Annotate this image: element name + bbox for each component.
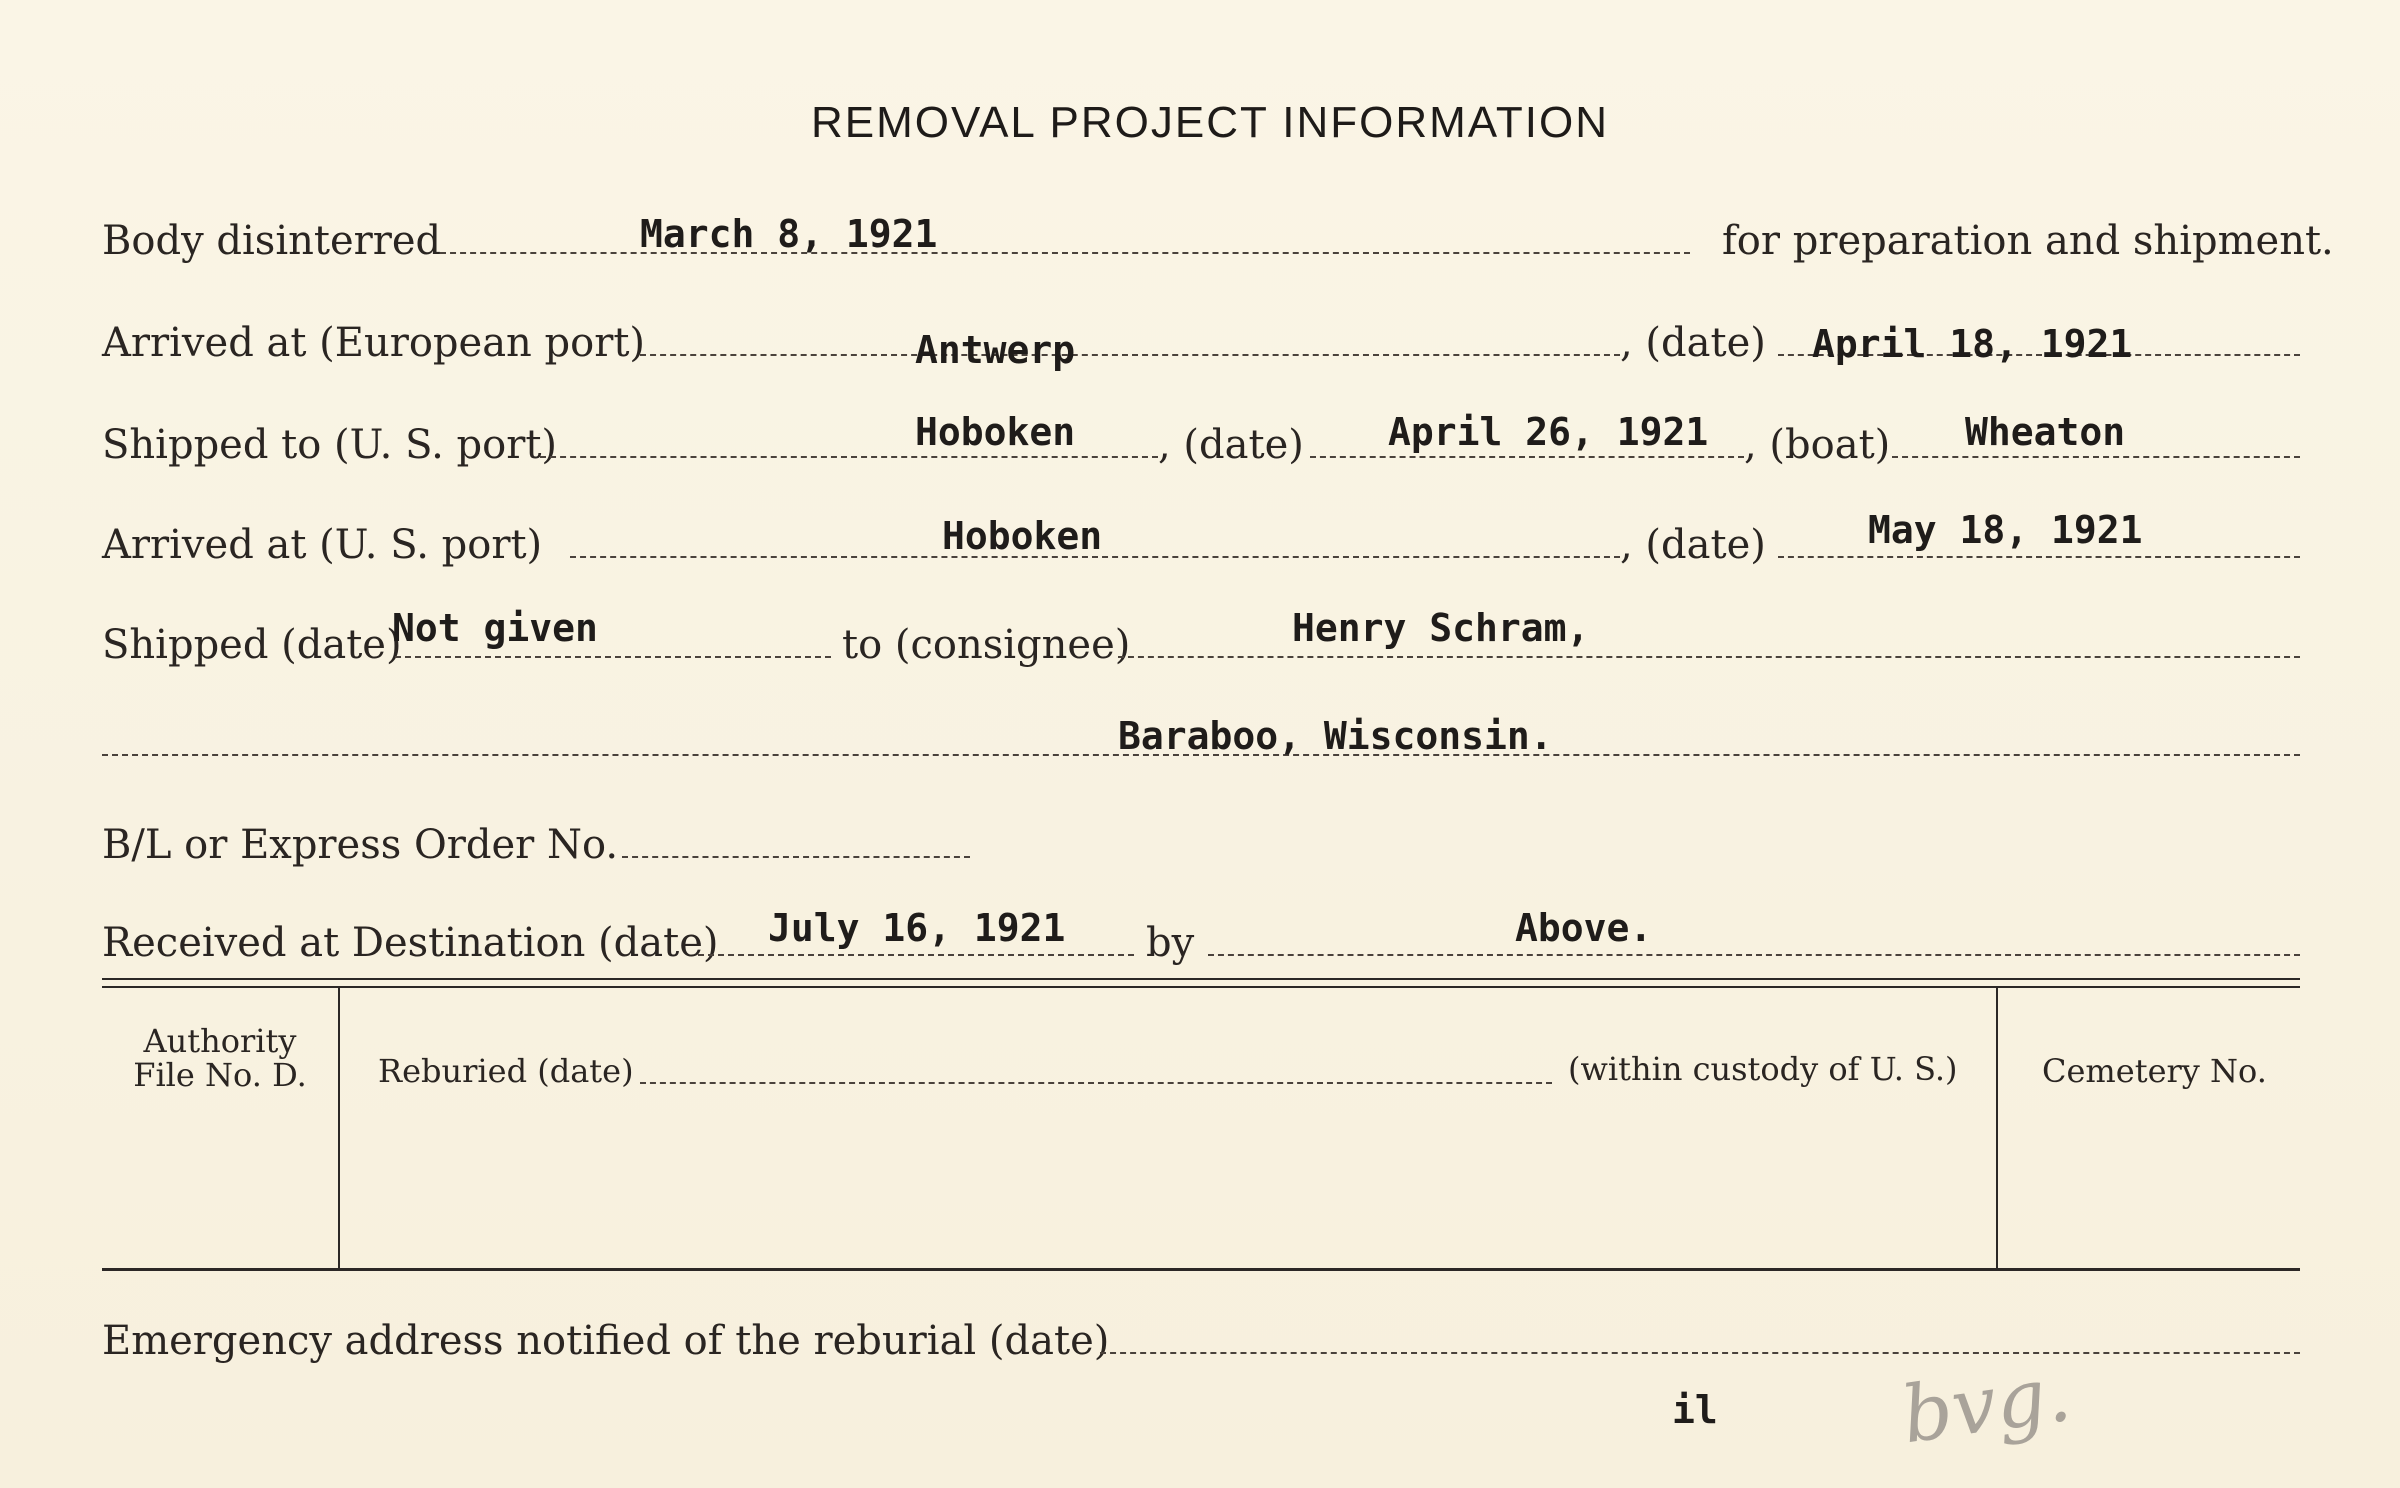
disinterred-value: March 8, 1921	[640, 212, 938, 256]
handwritten-initials: bvg.	[1896, 1348, 2077, 1462]
received-by-line	[1208, 954, 2300, 956]
us-ship-label: Shipped to (U. S. port)	[102, 422, 557, 468]
received-by-value: Above.	[1515, 906, 1653, 950]
consignee-line	[1118, 656, 2300, 658]
us-arrive-date-value: May 18, 1921	[1868, 508, 2143, 552]
disinterred-line	[440, 252, 1690, 254]
reburied-label: Reburied (date)	[378, 1052, 634, 1090]
boat-line	[1892, 456, 2300, 458]
emergency-label: Emergency address notified of the reburial (date)	[102, 1318, 1110, 1364]
received-date-line	[698, 954, 1134, 956]
us-ship-date-line	[1310, 456, 1744, 458]
consignee-label: to (consignee)	[842, 622, 1131, 668]
received-date-value: July 16, 1921	[768, 906, 1066, 950]
us-ship-value: Hoboken	[915, 410, 1076, 454]
custody-label: (within custody of U. S.)	[1568, 1050, 1958, 1088]
shipped-date-line	[395, 656, 831, 658]
us-ship-date-value: April 26, 1921	[1388, 410, 1709, 454]
footer-code: il	[1672, 1388, 1718, 1432]
euro-date-label: , (date)	[1620, 320, 1766, 366]
euro-port-label: Arrived at (European port)	[102, 320, 646, 366]
boat-value: Wheaton	[1965, 410, 2126, 454]
cemetery-label: Cemetery No.	[2042, 1052, 2267, 1090]
disinterred-label: Body disinterred	[102, 218, 442, 264]
us-arrive-date-line	[1778, 556, 2300, 558]
us-arrive-label: Arrived at (U. S. port)	[102, 522, 543, 568]
received-label: Received at Destination (date)	[102, 920, 719, 966]
us-ship-line	[540, 456, 1158, 458]
shipped-date-value: Not given	[392, 606, 598, 650]
table-top-rule-2	[102, 986, 2300, 988]
received-by-label: by	[1146, 920, 1195, 966]
authority-label: Authority	[143, 1022, 297, 1060]
reburied-line	[640, 1082, 1552, 1084]
table-divider-right	[1996, 988, 1998, 1268]
shipped-date-label: Shipped (date)	[102, 622, 402, 668]
consignee-address: Baraboo, Wisconsin.	[1118, 714, 1553, 758]
boat-label: , (boat)	[1744, 422, 1891, 468]
consignee-value: Henry Schram,	[1292, 606, 1590, 650]
form-title: REMOVAL PROJECT INFORMATION	[811, 98, 1609, 147]
bl-line	[622, 856, 970, 858]
us-arrive-date-label: , (date)	[1620, 522, 1766, 568]
euro-port-line	[640, 354, 1620, 356]
disinterred-suffix: for preparation and shipment.	[1722, 218, 2334, 264]
bl-label: B/L or Express Order No.	[102, 822, 619, 868]
table-divider-left	[338, 988, 340, 1268]
emergency-line	[1100, 1352, 2300, 1354]
us-arrive-value: Hoboken	[942, 514, 1103, 558]
euro-port-value: Antwerp	[915, 328, 1076, 372]
table-top-rule	[102, 978, 2300, 980]
euro-date-value: April 18, 1921	[1812, 322, 2133, 366]
table-bottom-rule	[102, 1268, 2300, 1271]
file-no-label: File No. D.	[133, 1056, 307, 1094]
us-ship-date-label: , (date)	[1158, 422, 1304, 468]
